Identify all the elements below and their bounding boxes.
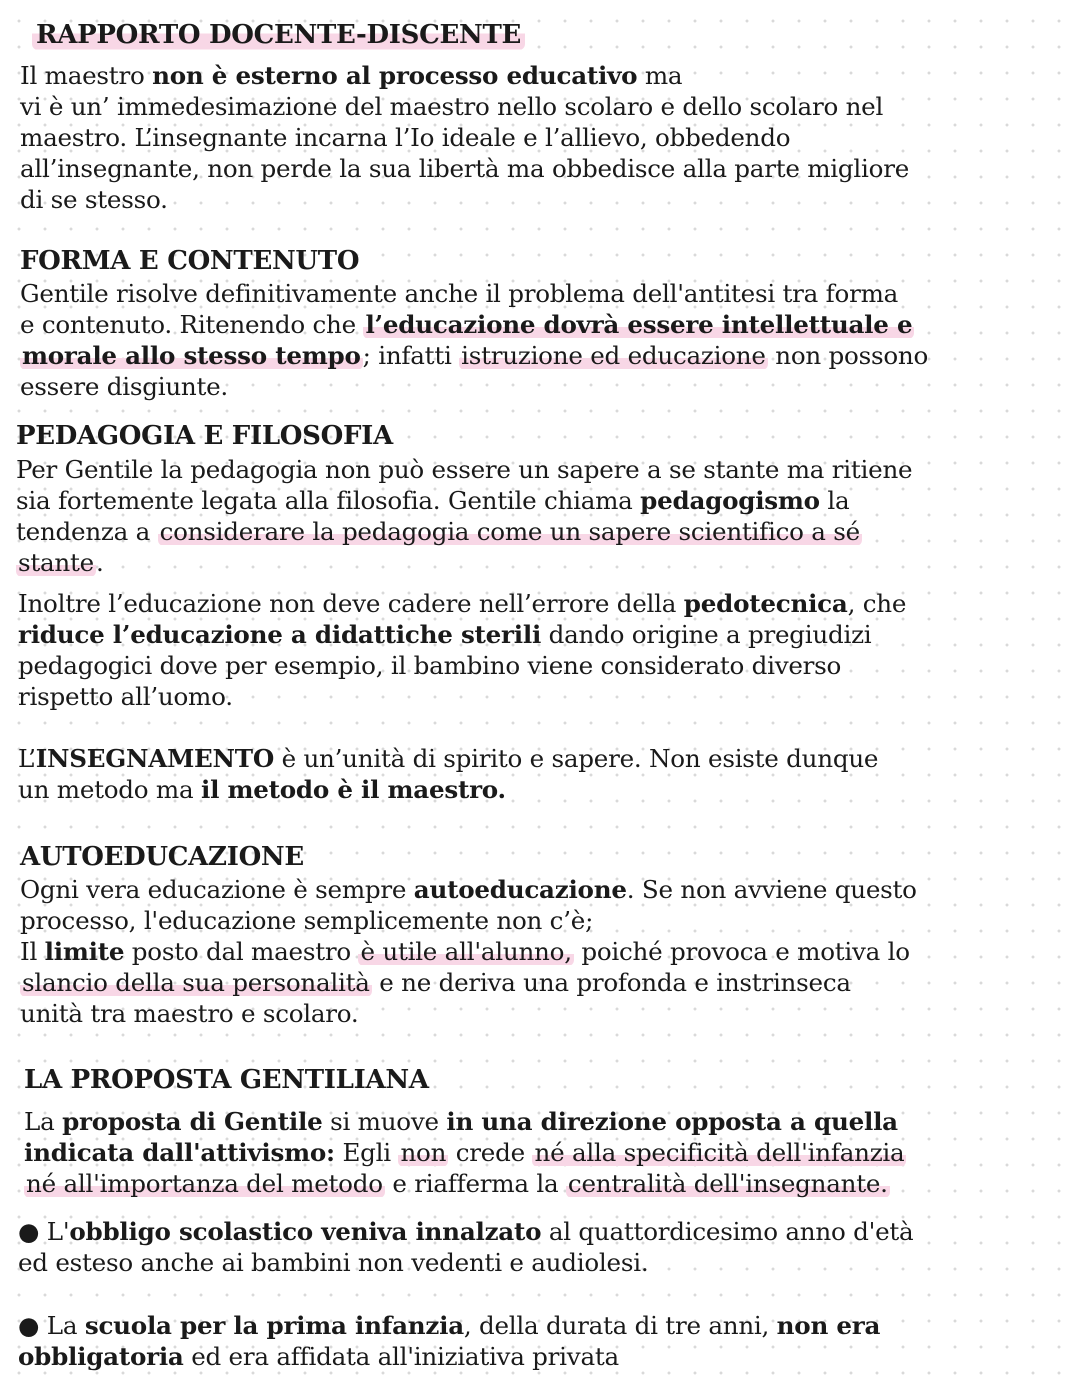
text-line [20, 936, 1065, 967]
text-line [18, 1216, 1063, 1247]
highlighted-text: né alla specificità dell'infanzia [534, 1138, 905, 1167]
bold-text: pedotecnica [683, 589, 848, 618]
text-span: ● L' [18, 1217, 70, 1246]
paragraph-rapporto [20, 60, 1065, 215]
text-line: ed esteso anche ai bambini non vedenti e audiolesi. [18, 1248, 649, 1277]
text-line: essere disgiunte. [20, 372, 229, 401]
paragraph-pedotecnica [18, 588, 1063, 712]
text-line: vi è un’ immedesimazione del maestro nello scolaro e dello scolaro nel [20, 92, 884, 121]
text-line: pedagogici dove per esempio, il bambino viene considerato diverso [18, 651, 842, 680]
text-line [20, 309, 1065, 340]
bold-text: obbligo scolastico veniva innalzato [69, 1217, 542, 1246]
highlighted-text: slancio della sua personalità [22, 968, 370, 997]
bold-text: proposta di Gentile [62, 1107, 323, 1136]
text-line [18, 588, 1063, 619]
text-span: Ogni vera educazione è sempre [20, 875, 414, 904]
text-line [20, 340, 1065, 371]
paragraph-proposta [24, 1106, 1069, 1199]
bold-text: non è esterno al processo educativo [152, 61, 638, 90]
bullet-obbligo [18, 1216, 1063, 1278]
bold-text: obbligatoria [18, 1342, 184, 1371]
text-span: ; infatti [362, 341, 460, 370]
text-span: La [24, 1107, 63, 1136]
text-line: Gentile risolve definitivamente anche il problema dell'antitesi tra forma [20, 279, 899, 308]
heading-proposta: LA PROPOSTA GENTILIANA [24, 1065, 429, 1095]
bold-text: limite [44, 937, 125, 966]
highlighted-text: centralità dell'insegnante. [567, 1169, 888, 1198]
text-line: di se stesso. [20, 185, 168, 214]
text-line [24, 1106, 1069, 1137]
text-span: Inoltre l’educazione non deve cadere nell’errore della [18, 589, 684, 618]
text-span: e riafferma la [384, 1169, 566, 1198]
text-span: . [95, 548, 104, 577]
highlighted-bold-text: l’educazione dovrà essere intellettuale e [365, 310, 913, 339]
bold-text: indicata dall'attivismo: [24, 1138, 335, 1167]
text-line [18, 774, 1063, 805]
text-span: la [819, 486, 850, 515]
text-span: è un’unità di spirito e sapere. Non esiste dunque [274, 744, 879, 773]
text-line [24, 1137, 1069, 1168]
text-span: crede [448, 1138, 533, 1167]
text-span: ma [637, 61, 683, 90]
text-span: , della durata di tre anni, [463, 1311, 777, 1340]
heading-autoeducazione: AUTOEDUCAZIONE [20, 842, 304, 872]
text-span: ● La [18, 1311, 85, 1340]
text-span: Il maestro [20, 61, 153, 90]
paragraph-forma [20, 278, 1065, 402]
text-span: . Se non avviene questo [626, 875, 917, 904]
highlighted-text: non [400, 1138, 447, 1167]
heading-pedagogia: PEDAGOGIA E FILOSOFIA [16, 421, 393, 451]
paragraph-insegnamento [18, 743, 1063, 805]
highlighted-text: né all'importanza del metodo [26, 1169, 383, 1198]
text-line [20, 874, 1065, 905]
text-line [20, 60, 1065, 91]
text-span: al quattordicesimo anno d'età [541, 1217, 914, 1246]
text-line [16, 485, 1061, 516]
text-line [24, 1168, 1069, 1199]
text-line [18, 1310, 1063, 1341]
text-line [16, 547, 1061, 578]
text-line: unità tra maestro e scolaro. [20, 999, 359, 1028]
text-span: un metodo ma [18, 775, 201, 804]
highlighted-text: considerare la pedagogia come un sapere scientifico a sé [159, 517, 860, 546]
text-span: non possono [767, 341, 929, 370]
text-span: e contenuto. Ritenendo che [20, 310, 364, 339]
text-span: dando origine a pregiudizi [541, 620, 872, 649]
text-line [16, 516, 1061, 547]
highlighted-text: istruzione ed educazione [461, 341, 766, 370]
text-line: Per Gentile la pedagogia non può essere un sapere a se stante ma ritiene [16, 455, 913, 484]
bold-text: riduce l’educazione a didattiche sterili [18, 620, 542, 649]
heading-forma: FORMA E CONTENUTO [20, 246, 360, 276]
text-span: posto dal maestro [124, 937, 359, 966]
bold-text: autoeducazione [413, 875, 627, 904]
text-span: sia fortemente legata alla filosofia. Gentile chiama [16, 486, 641, 515]
bold-text: pedagogismo [640, 486, 820, 515]
bullet-infanzia [18, 1310, 1063, 1372]
text-span: tendenza a [16, 517, 158, 546]
text-line [18, 1341, 1063, 1372]
text-line [18, 743, 1063, 774]
text-span: ed era affidata all'iniziativa privata [183, 1342, 619, 1371]
text-line: all’insegnante, non perde la sua libertà ma obbedisce alla parte migliore [20, 154, 910, 183]
bold-text: INSEGNAMENTO [35, 744, 274, 773]
highlighted-bold-text: morale allo stesso tempo [22, 341, 361, 370]
bold-text: il metodo è il maestro. [200, 775, 506, 804]
text-span: poiché provoca e motiva lo [573, 937, 910, 966]
text-span: e ne deriva una profonda e instrinseca [371, 968, 851, 997]
text-span: si muove [322, 1107, 447, 1136]
paragraph-pedagogia [16, 454, 1061, 578]
highlighted-text: è utile all'alunno, [360, 937, 572, 966]
text-span: L’ [18, 744, 36, 773]
heading-highlight: RAPPORTO DOCENTE-DISCENTE [32, 20, 525, 50]
text-line: rispetto all’uomo. [18, 682, 233, 711]
paragraph-autoeducazione [20, 874, 1065, 1029]
text-span: Egli [334, 1138, 399, 1167]
text-line [20, 967, 1065, 998]
text-span: , che [847, 589, 907, 618]
bold-text: non era [776, 1311, 881, 1340]
bold-text: scuola per la prima infanzia [84, 1311, 464, 1340]
text-span: Il [20, 937, 45, 966]
highlighted-text: stante [18, 548, 94, 577]
heading-rapporto [32, 20, 525, 50]
text-line: processo, l'educazione semplicemente non c’è; [20, 906, 594, 935]
text-line: maestro. L’insegnante incarna l’Io ideale e l’allievo, obbedendo [20, 123, 791, 152]
text-line [18, 619, 1063, 650]
bold-text: in una direzione opposta a quella [446, 1107, 898, 1136]
